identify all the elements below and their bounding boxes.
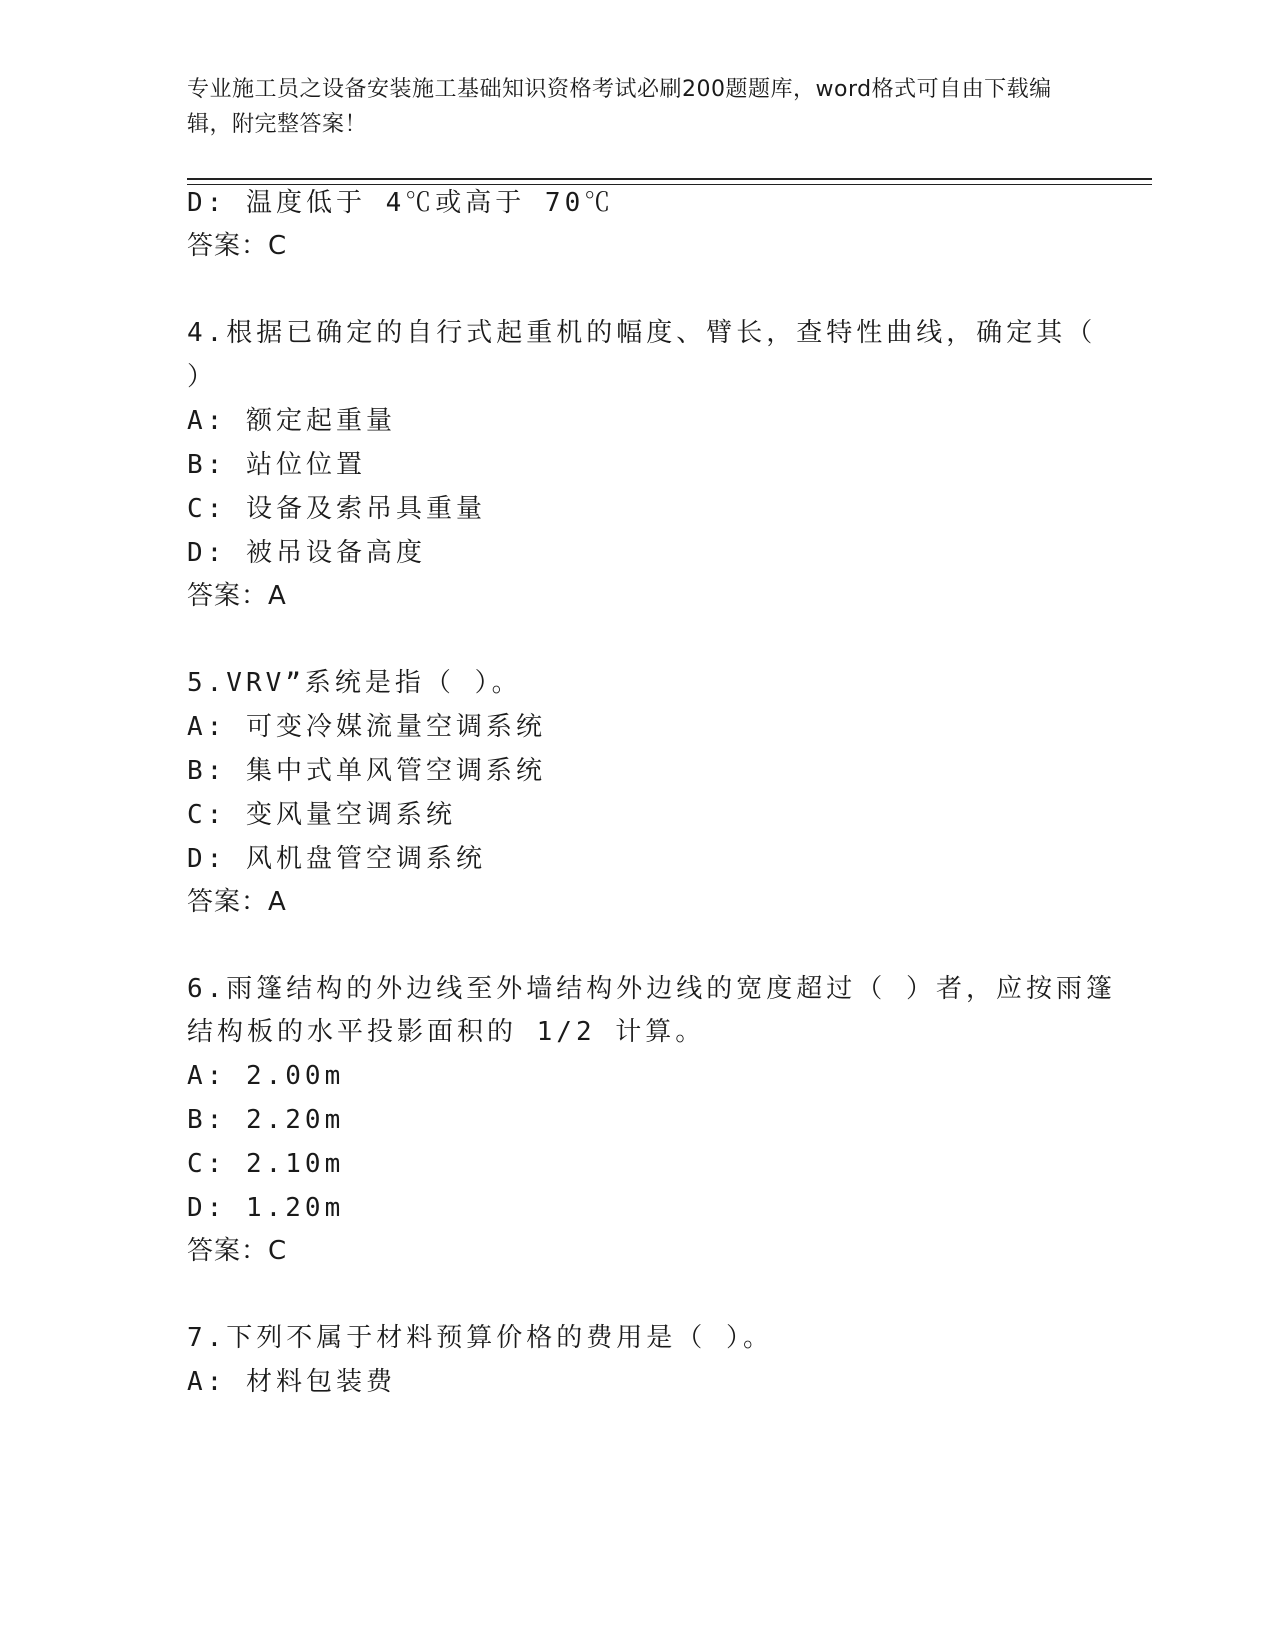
q4-stem-line1: 4.根据已确定的自行式起重机的幅度、臂长，查特性曲线，确定其（ [187, 318, 1097, 348]
q5-option-c: C: 变风量空调系统 [187, 800, 456, 830]
header-divider-thick [187, 178, 1152, 180]
q7-stem: 7.下列不属于材料预算价格的费用是（ ）。 [187, 1323, 773, 1353]
document-header-title: 专业施工员之设备安装施工基础知识资格考试必刷200题题库，word格式可自由下载编辑，附完整答案！ [187, 77, 1052, 137]
q6-option-a: A: 2.00m [187, 1061, 345, 1091]
q6-option-d: D: 1.20m [187, 1193, 345, 1223]
q3-option-d: D: 温度低于 4℃或高于 70℃ [187, 188, 615, 218]
q6-option-c: C: 2.10m [187, 1149, 345, 1179]
header-divider-thin [187, 184, 1152, 185]
q5-stem: 5.VRV”系统是指（ ）。 [187, 668, 522, 698]
q5-option-d: D: 风机盘管空调系统 [187, 844, 486, 874]
q7-option-a: A: 材料包装费 [187, 1367, 396, 1397]
q4-option-b: B: 站位位置 [187, 450, 366, 480]
q4-option-c: C: 设备及索吊具重量 [187, 494, 486, 524]
q6-stem-line2: 结构板的水平投影面积的 1/2 计算。 [187, 1017, 706, 1047]
q5-option-b: B: 集中式单风管空调系统 [187, 756, 546, 786]
q6-option-b: B: 2.20m [187, 1105, 345, 1135]
q5-answer: 答案：A [187, 887, 287, 917]
q4-answer: 答案：A [187, 581, 287, 611]
q3-answer: 答案：C [187, 231, 288, 261]
q4-stem-line2: ） [187, 362, 218, 392]
q6-answer: 答案：C [187, 1236, 288, 1266]
q4-option-a: A: 额定起重量 [187, 406, 396, 436]
q4-option-d: D: 被吊设备高度 [187, 538, 426, 568]
q5-option-a: A: 可变冷媒流量空调系统 [187, 712, 546, 742]
q6-stem-line1: 6.雨篷结构的外边线至外墙结构外边线的宽度超过（ ）者，应按雨篷 [187, 974, 1116, 1004]
